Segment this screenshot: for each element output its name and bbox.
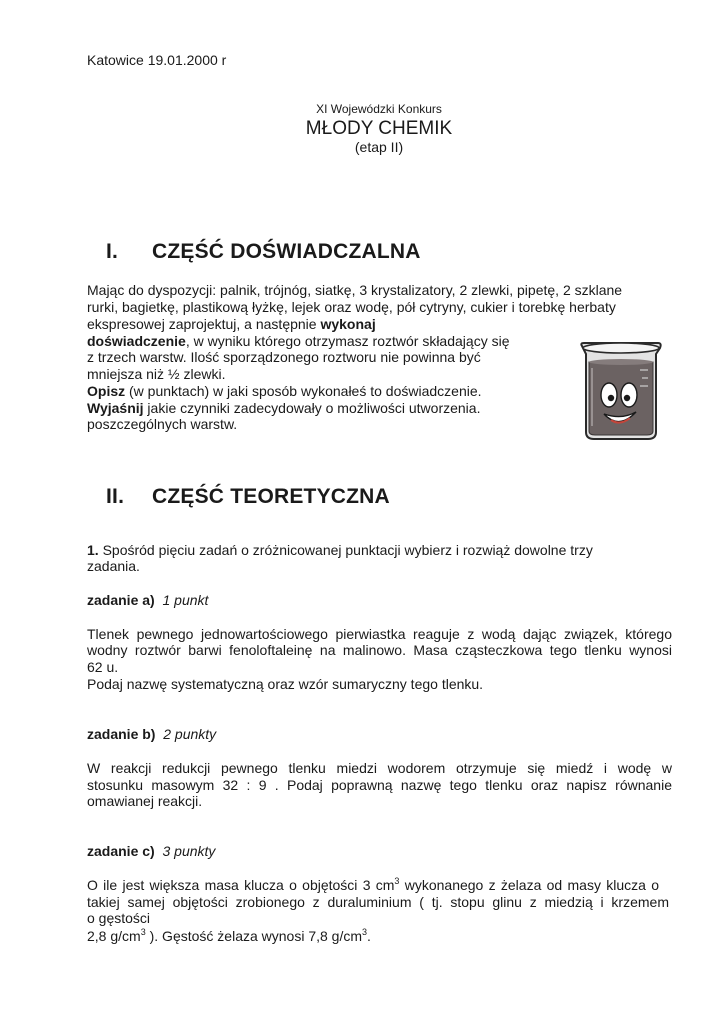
section-1-text-line: Mając do dyspozycji: palnik, trójnóg, siatkę, 3 krystalizatory, 2 zlewki, pipetę, 2 szklane (87, 282, 623, 298)
section-1-text-line: z trzech warstw. Ilość sporządzonego roztworu nie powinna być (87, 349, 481, 365)
task-a-heading (87, 592, 208, 609)
intro-line (87, 542, 593, 559)
section-1-text-line (87, 333, 509, 350)
section-1-text-line (87, 383, 482, 400)
text-span: O ile jest większa masa klucza o objętości 3 cm (87, 877, 395, 893)
emphasis-opisz: Opisz (87, 383, 126, 399)
text-span: jakie czynniki zadecydowały o możliwości utworzenia. (143, 400, 481, 416)
section-2-title: CZĘŚĆ TEORETYCZNA (152, 485, 390, 508)
task-a-text-line: 62 u. (87, 659, 119, 675)
text-span: (w punktach) w jaki sposób wykonałeś to doświadczenie. (125, 383, 482, 399)
text-span: 2,8 g/cm (87, 928, 141, 944)
text-span: . (367, 928, 371, 944)
document-date: Katowice 19.01.2000 r (87, 52, 227, 68)
cartoon-beaker-face-icon (578, 340, 664, 442)
task-a-text-line: Podaj nazwę systematyczną oraz wzór sumaryczny tego tlenku. (87, 676, 484, 692)
task-a-points: 1 punkt (162, 592, 209, 608)
task-c-text-line: takiej samej objętości zrobionego z duraluminium ( tj. stopu glinu z miedzią i krzemem (87, 894, 669, 910)
task-b-label: zadanie b) (87, 726, 156, 742)
contest-stage: (etap II) (354, 139, 404, 155)
emphasis-wyjasnij: Wyjaśnij (87, 400, 144, 416)
contest-name: MŁODY CHEMIK (305, 118, 453, 139)
emphasis-wykonaj: wykonaj (320, 316, 376, 332)
text-span: wykonanego z żelaza od masy klucza o (399, 877, 659, 893)
task-b-points: 2 punkty (163, 726, 217, 742)
section-1-text-line (87, 400, 480, 417)
task-c-text-line (87, 877, 659, 894)
intro-number: 1. (87, 542, 99, 558)
task-a-text-line: Tlenek pewnego jednowartościowego pierwiastka reaguje z wodą dając związek, którego (87, 626, 672, 642)
task-c-points: 3 punkty (162, 843, 216, 859)
task-c-text-line: o gęstości (87, 910, 151, 926)
superscript: 3 (140, 927, 146, 937)
section-1-text-line: mniejsza niż ½ zlewki. (87, 366, 226, 382)
text-span: ekspresowej zaprojektuj, a następnie (87, 316, 321, 332)
intro-line: zadania. (87, 558, 140, 574)
section-1-text-line: rurki, bagietkę, plastikową łyżkę, lejek oraz wodę, pół cytryny, cukier i torebkę herbaty (87, 299, 616, 315)
superscript: 3 (394, 876, 400, 886)
text-span: ). Gęstość żelaza wynosi 7,8 g/cm (145, 928, 363, 944)
task-b-heading (87, 726, 216, 743)
task-c-label: zadanie c) (87, 843, 155, 859)
task-c-heading (87, 843, 215, 860)
section-1-title: CZĘŚĆ DOŚWIADCZALNA (152, 240, 421, 263)
emphasis-doswiadczenie: doświadczenie (87, 333, 186, 349)
section-1-number: I. (106, 240, 119, 263)
task-a-label: zadanie a) (87, 592, 155, 608)
task-b-text-line: W reakcji redukcji pewnego tlenku miedzi wodorem otrzymuje się miedź i wodę w (87, 760, 672, 776)
task-c-text-line (87, 928, 371, 945)
task-b-text-line: stosunku masowym 32 : 9 . Podaj poprawną nazwę tego tlenku oraz napisz równanie (87, 777, 672, 793)
section-1-text-line (87, 316, 376, 333)
task-a-text-line: wodny roztwór barwi fenoloftaleinę na malinowo. Masa cząsteczkowa tego tlenku wynosi (87, 642, 672, 658)
section-1-text-line: poszczególnych warstw. (87, 416, 238, 432)
contest-line: XI Wojewódzki Konkurs (316, 102, 442, 116)
text-span: , w wyniku którego otrzymasz roztwór składający się (185, 333, 510, 349)
text-span: Spośród pięciu zadań o zróżnicowanej punktacji wybierz i rozwiąż dowolne trzy (98, 542, 593, 558)
superscript: 3 (362, 927, 368, 937)
section-2-number: II. (106, 485, 125, 508)
task-b-text-line: omawianej reakcji. (87, 793, 203, 809)
